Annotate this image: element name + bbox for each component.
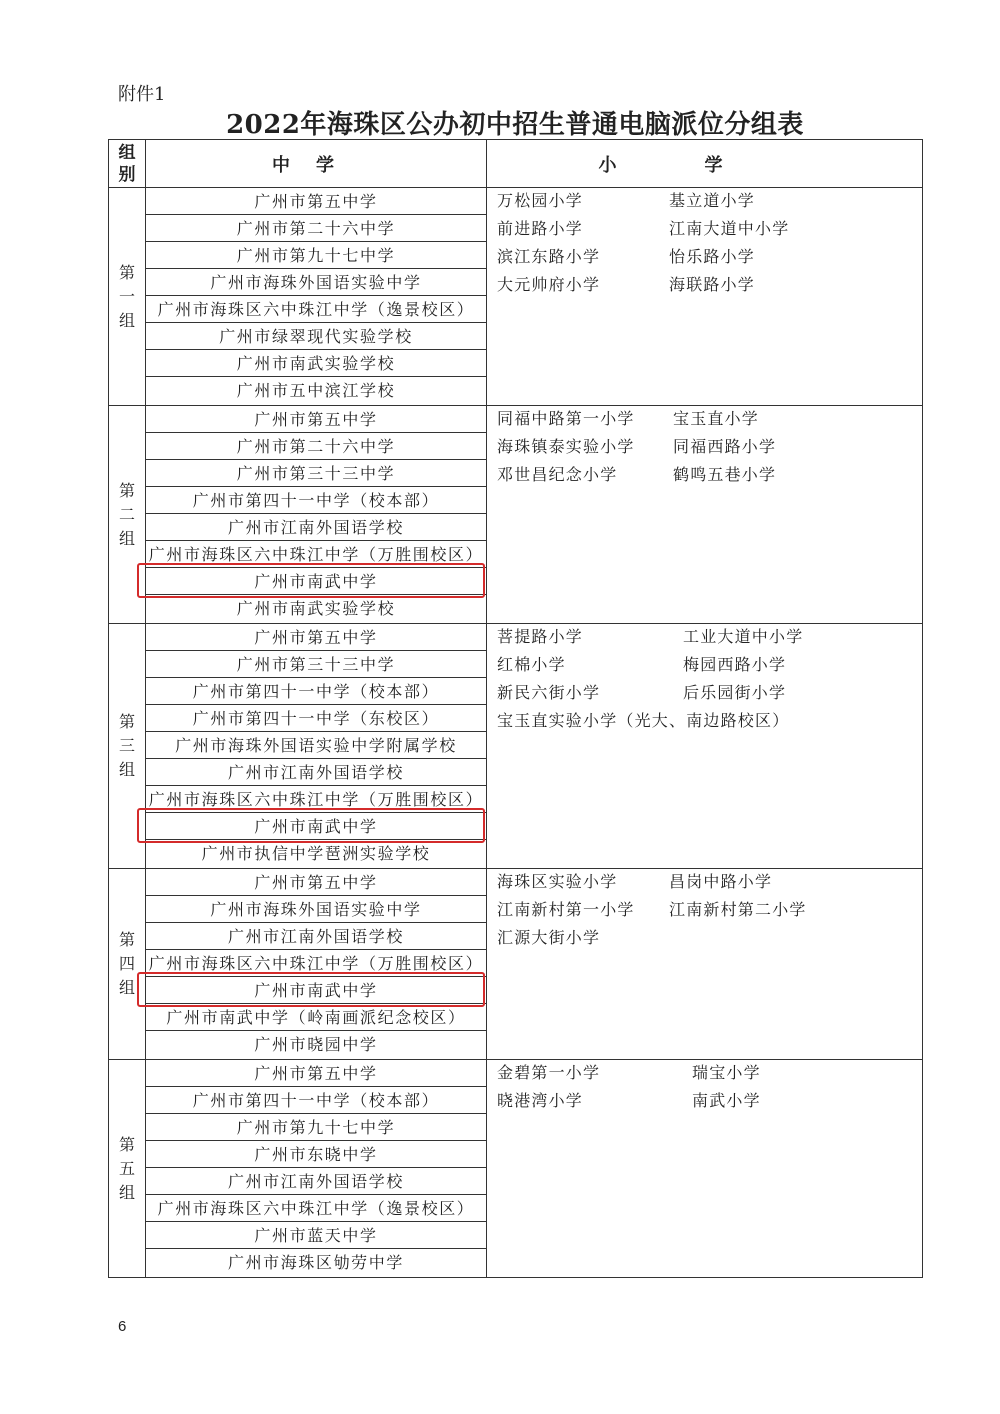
primary-school-list [487,624,923,869]
primary-school-item: 江南新村第一小学 [497,900,635,919]
middle-school-item: 广州市第五中学 [146,406,486,433]
primary-school-list [487,1060,923,1278]
primary-school-item: 昌岗中路小学 [669,872,773,891]
primary-school-row [487,680,922,708]
group-label [109,406,146,624]
primary-school-row [487,897,922,925]
group-label [109,188,146,406]
middle-school-item: 广州市海珠外国语实验中学 [146,269,486,296]
middle-school-item: 广州市南武中学 [146,568,486,595]
primary-school-item: 万松园小学 [497,191,584,210]
header-group [109,140,146,188]
primary-school-row [487,708,922,736]
primary-school-item: 宝玉直小学 [673,409,760,428]
primary-school-item: 红棉小学 [497,655,566,674]
primary-school-list [487,188,923,406]
primary-school-row [487,406,922,434]
table-header-row [109,140,923,188]
primary-school-item: 瑞宝小学 [692,1063,761,1082]
group-row [109,869,923,1060]
primary-school-item: 晓港湾小学 [497,1091,584,1110]
primary-school-row [487,652,922,680]
grouping-table [108,139,923,1278]
middle-school-item: 广州市蓝天中学 [146,1222,486,1249]
middle-school-item: 广州市第五中学 [146,869,486,896]
middle-school-item: 广州市南武中学 [146,813,486,840]
primary-school-item: 海珠区实验小学 [497,872,618,891]
middle-school-item: 广州市第四十一中学（东校区） [146,705,486,732]
middle-school-item: 广州市海珠区六中珠江中学（万胜围校区） [146,541,486,568]
middle-school-item: 广州市海珠区六中珠江中学（逸景校区） [146,296,486,323]
middle-school-item: 广州市第四十一中学（校本部） [146,487,486,514]
middle-school-list [146,188,487,406]
middle-school-item: 广州市第三十三中学 [146,651,486,678]
attachment-label: 附件1 [118,84,166,105]
primary-school-item: 汇源大街小学 [497,928,601,947]
middle-school-item: 广州市海珠区六中珠江中学（万胜围校区） [146,950,486,977]
middle-school-item: 广州市绿翠现代实验学校 [146,323,486,350]
group-label-text: 第四组 [119,930,136,997]
primary-school-row [487,434,922,462]
primary-school-item: 江南大道中小学 [669,219,790,238]
primary-school-row [487,869,922,897]
primary-school-row [487,244,922,272]
middle-school-item: 广州市海珠区六中珠江中学（逸景校区） [146,1195,486,1222]
middle-school-list [146,1060,487,1278]
group-label [109,1060,146,1278]
primary-school-row [487,1060,922,1088]
primary-school-row [487,462,922,490]
page-title: 2022年海珠区公办初中招生普通电脑派位分组表 [226,110,804,140]
middle-school-item: 广州市第五中学 [146,188,486,215]
middle-school-item: 广州市江南外国语学校 [146,923,486,950]
middle-school-item: 广州市海珠外国语实验中学附属学校 [146,732,486,759]
middle-school-list [146,869,487,1060]
primary-school-list [487,406,923,624]
primary-school-row [487,624,922,652]
middle-school-item: 广州市南武实验学校 [236,599,396,618]
primary-school-item: 海联路小学 [669,275,756,294]
primary-school-item: 江南新村第二小学 [669,900,807,919]
primary-school-item: 同福西路小学 [673,437,777,456]
group-row [109,624,923,869]
group-label-text: 第一组 [119,262,136,330]
primary-school-item: 金碧第一小学 [497,1063,601,1082]
header-primary-school: 小学 [487,140,923,188]
middle-school-item: 广州市晓园中学 [254,1035,378,1054]
primary-school-item: 南武小学 [692,1091,761,1110]
middle-school-list [146,624,487,869]
middle-school-item: 广州市海珠外国语实验中学 [146,896,486,923]
middle-school-item: 广州市第九十七中学 [146,1114,486,1141]
primary-school-item: 工业大道中小学 [683,627,804,646]
middle-school-item: 广州市第九十七中学 [146,242,486,269]
middle-school-item: 广州市江南外国语学校 [146,1168,486,1195]
primary-school-item: 鹤鸣五巷小学 [673,465,777,484]
primary-school-item: 前进路小学 [497,219,584,238]
middle-school-item: 广州市海珠区劬劳中学 [227,1253,404,1272]
group-label-text: 第五组 [119,1134,136,1202]
primary-school-row [487,272,922,300]
group-row [109,1060,923,1278]
primary-school-item: 滨江东路小学 [497,247,601,266]
middle-school-item: 广州市江南外国语学校 [146,759,486,786]
middle-school-item: 广州市第三十三中学 [146,460,486,487]
group-label-text: 第三组 [119,712,136,779]
primary-school-item: 同福中路第一小学 [497,409,635,428]
group-label [109,869,146,1060]
middle-school-item: 广州市执信中学琶洲实验学校 [201,844,431,863]
group-label [109,624,146,869]
primary-school-item: 怡乐路小学 [669,247,756,266]
group-label-text: 第二组 [119,480,136,548]
middle-school-item: 广州市第五中学 [146,624,486,651]
primary-school-row [487,1088,922,1116]
middle-school-item: 广州市第四十一中学（校本部） [146,678,486,705]
middle-school-item: 广州市第四十一中学（校本部） [146,1087,486,1114]
primary-school-item: 梅园西路小学 [683,655,787,674]
primary-school-item: 后乐园街小学 [683,683,787,702]
primary-school-item: 新民六街小学 [497,683,601,702]
primary-school-item: 宝玉直实验小学（光大、南边路校区） [497,711,790,730]
page-number: 6 [118,1318,127,1335]
middle-school-list [146,406,487,624]
primary-school-row [487,188,922,216]
primary-school-item: 基立道小学 [669,191,756,210]
primary-school-list [487,869,923,1060]
middle-school-item: 广州市第二十六中学 [146,215,486,242]
middle-school-item: 广州市五中滨江学校 [236,381,396,400]
middle-school-item: 广州市江南外国语学校 [146,514,486,541]
middle-school-item: 广州市南武中学 [146,977,486,1004]
table-body [109,188,923,1278]
primary-school-item: 菩提路小学 [497,627,584,646]
group-row [109,406,923,624]
primary-school-row [487,925,922,953]
middle-school-item: 广州市第二十六中学 [146,433,486,460]
header-middle-school: 中学 [146,140,487,188]
middle-school-item: 广州市东晓中学 [146,1141,486,1168]
header-group-text: 组别 [118,142,136,185]
middle-school-item: 广州市南武实验学校 [146,350,486,377]
primary-school-item: 海珠镇泰实验小学 [497,437,635,456]
primary-school-row [487,216,922,244]
middle-school-item: 广州市南武中学（岭南画派纪念校区） [146,1004,486,1031]
group-row [109,188,923,406]
middle-school-item: 广州市第五中学 [146,1060,486,1087]
primary-school-item: 大元帅府小学 [497,275,601,294]
primary-school-item: 邓世昌纪念小学 [497,465,618,484]
middle-school-item: 广州市海珠区六中珠江中学（万胜围校区） [146,786,486,813]
